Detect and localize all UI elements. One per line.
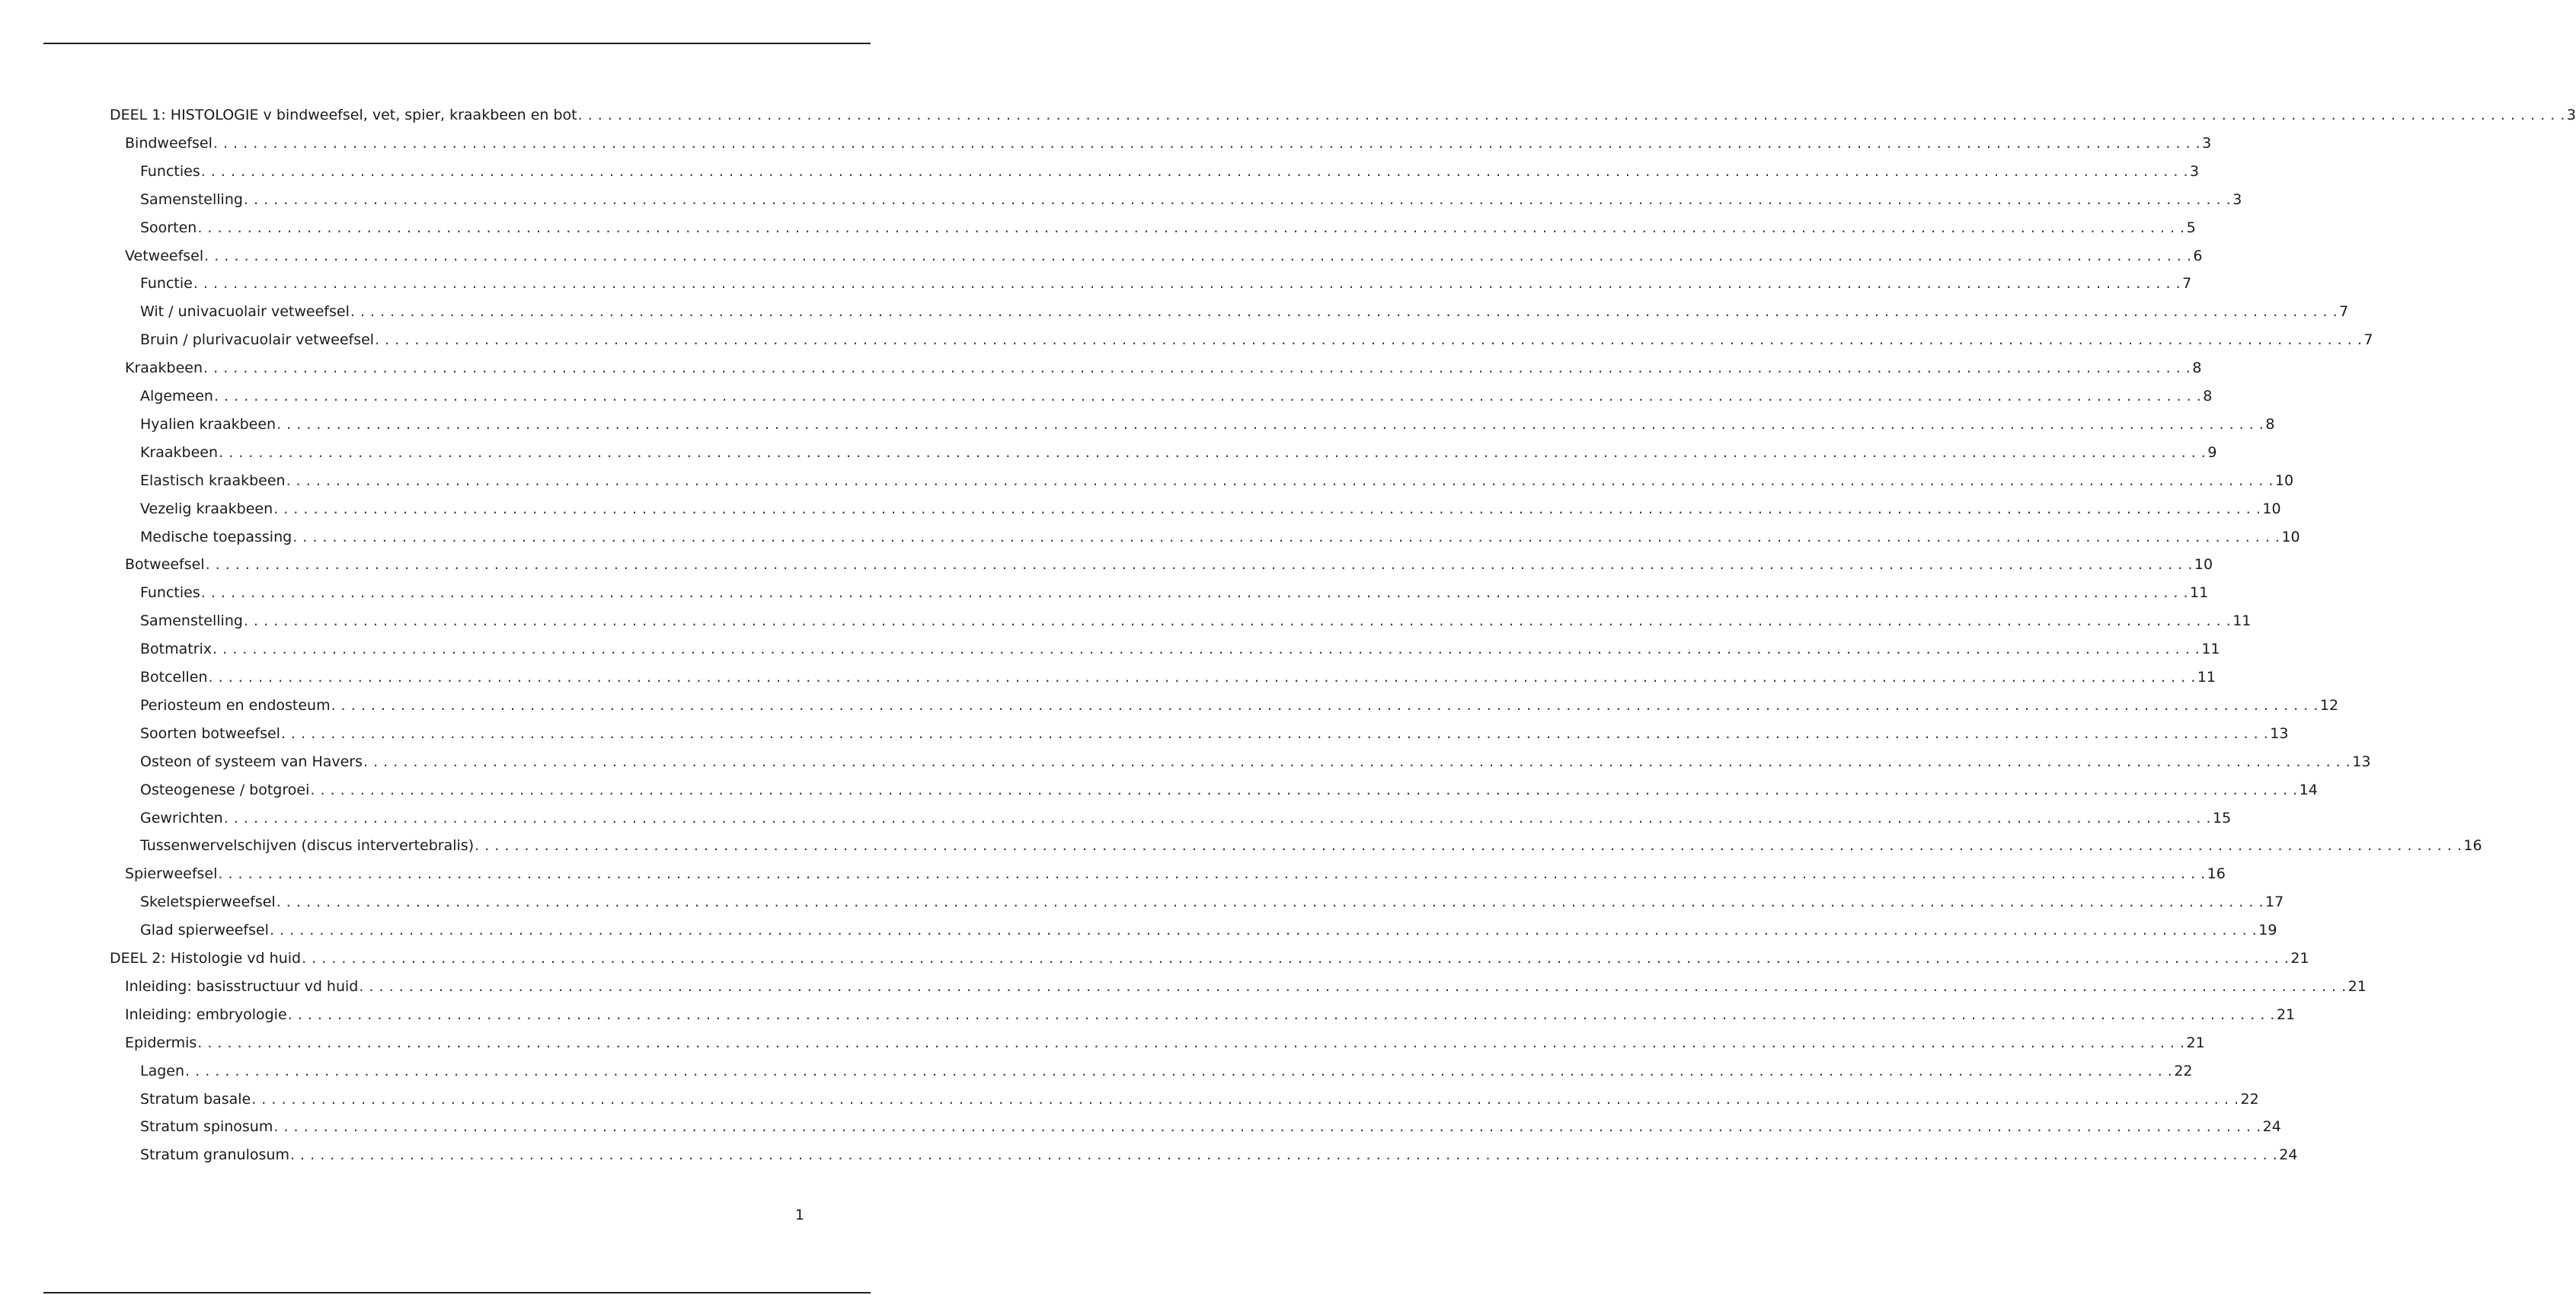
toc-entry[interactable] [125,975,2367,998]
toc-dot-leader: . . . . . . . . . . . . . . . . . . . . . . . . . . . . . . . . . . . . . . . . . . . . . . . . . . . . . . . . . . . . . . . . . . . . . . . . . . . . . . . . . . . . . . . . . . . . . . . . . . . . . . . . . . . . . . . . . . . . . . . . . . . . . . . . . . . . . . . . . . . . . . . . . . . . . . . . . . . . . . . . . . . . . . . . . . . . . . . . . . . . . . . . . . . . . . . . . . . . . . . . [286,472,2274,489]
toc-entry-page: 7 [2363,331,2373,349]
toc-entry-page: 22 [2240,1090,2259,1108]
toc-entry[interactable] [140,722,2289,745]
toc-entry-page: 15 [2213,809,2232,827]
toc-entry-title: Samenstelling [140,612,243,630]
toc-entry-page: 21 [2290,950,2309,967]
toc-entry-title: Lagen [140,1062,185,1079]
toc-dot-leader: . . . . . . . . . . . . . . . . . . . . . . . . . . . . . . . . . . . . . . . . . . . . . . . . . . . . . . . . . . . . . . . . . . . . . . . . . . . . . . . . . . . . . . . . . . . . . . . . . . . . . . . . . . . . . . . . . . . . . . . . . . . . . . . . . . . . . . . . . . . . . . . . . . . . . . . . . . . . . . . . . . . . . . . . . . . . . . . . . . . . . . . . . . . . . . . . . . . . . . . . [310,781,2298,798]
toc-entry[interactable] [140,328,2373,351]
toc-entry[interactable] [140,216,2196,239]
toc-dot-leader: . . . . . . . . . . . . . . . . . . . . . . . . . . . . . . . . . . . . . . . . . . . . . . . . . . . . . . . . . . . . . . . . . . . . . . . . . . . . . . . . . . . . . . . . . . . . . . . . . . . . . . . . . . . . . . . . . . . . . . . . . . . . . . . . . . . . . . . . . . . . . . . . . . . . . . . . . . . . . . . . . . . . . . . . . . . . . . . . . . . . . . . . . . . . . . . . . . . . . . . . [219,443,2207,461]
toc-entry-title: DEEL 1: HISTOLOGIE v bindweefsel, vet, spier, kraakbeen en bot [110,107,577,123]
toc-entry-title: Bruin / plurivacuolair vetweefsel [140,331,375,349]
toc-entry-title: Functie [140,275,193,293]
toc-entry-title: Stratum basale [140,1090,251,1108]
toc-entry-title: Botweefsel [125,556,205,574]
toc-entry-page: 10 [2194,556,2213,574]
toc-entry[interactable] [140,919,2277,942]
toc-entry[interactable] [140,272,2192,295]
toc-entry[interactable] [140,300,2349,323]
toc-dot-leader: . . . . . . . . . . . . . . . . . . . . . . . . . . . . . . . . . . . . . . . . . . . . . . . . . . . . . . . . . . . . . . . . . . . . . . . . . . . . . . . . . . . . . . . . . . . . . . . . . . . . . . . . . . . . . . . . . . . . . . . . . . . . . . . . . . . . . . . . . . . . . . . . . . . . . . . . . . . . . . . . . . . . . . . . . . . . . . . . . . . . . . . . . . . . . . . . . . . . . . . . [363,753,2351,770]
toc-dot-leader: . . . . . . . . . . . . . . . . . . . . . . . . . . . . . . . . . . . . . . . . . . . . . . . . . . . . . . . . . . . . . . . . . . . . . . . . . . . . . . . . . . . . . . . . . . . . . . . . . . . . . . . . . . . . . . . . . . . . . . . . . . . . . . . . . . . . . . . . . . . . . . . . . . . . . . . . . . . . . . . . . . . . . . . . . . . . . . . . . . . . . . . . . . . . . . . . . . . . . . . . [276,894,2264,911]
toc-entry-title: Epidermis [125,1034,197,1051]
toc-entry[interactable] [125,1031,2205,1054]
toc-entry-page: 21 [2276,1006,2296,1023]
toc-dot-leader: . . . . . . . . . . . . . . . . . . . . . . . . . . . . . . . . . . . . . . . . . . . . . . . . . . . . . . . . . . . . . . . . . . . . . . . . . . . . . . . . . . . . . . . . . . . . . . . . . . . . . . . . . . . . . . . . . . . . . . . . . . . . . . . . . . . . . . . . . . . . . . . . . . . . . . . . . . . . . . . . . . . . . . . . . . . . . . . . . . . . . . . . . . . . . . . . . . . . . . . . [213,134,2201,152]
toc-entry-title: Soorten botweefsel [140,724,280,742]
toc-entry[interactable] [140,188,2242,211]
toc-dot-leader: . . . . . . . . . . . . . . . . . . . . . . . . . . . . . . . . . . . . . . . . . . . . . . . . . . . . . . . . . . . . . . . . . . . . . . . . . . . . . . . . . . . . . . . . . . . . . . . . . . . . . . . . . . . . . . . . . . . . . . . . . . . . . . . . . . . . . . . . . . . . . . . . . . . . . . . . . . . . . . . . . . . . . . . . . . . . . . . . . . . . . . . . . . . . . . . . . . . . . . . . [577,107,2565,123]
toc-entry-page: 11 [2190,584,2209,602]
toc-dot-leader: . . . . . . . . . . . . . . . . . . . . . . . . . . . . . . . . . . . . . . . . . . . . . . . . . . . . . . . . . . . . . . . . . . . . . . . . . . . . . . . . . . . . . . . . . . . . . . . . . . . . . . . . . . . . . . . . . . . . . . . . . . . . . . . . . . . . . . . . . . . . . . . . . . . . . . . . . . . . . . . . . . . . . . . . . . . . . . . . . . . . . . . . . . . . . . . . . . . . . . . . [350,303,2338,321]
toc-entry-page: 14 [2299,781,2318,798]
toc-entry-title: Spierweefsel [125,865,218,883]
toc-entry[interactable] [140,581,2209,604]
toc-entry-page: 21 [2347,977,2367,995]
toc-entry-page: 3 [2202,134,2212,152]
footer-rule [43,1292,871,1293]
toc-entry-page: 21 [2186,1034,2205,1051]
toc-entry-page: 5 [2186,219,2196,236]
toc-entry-page: 3 [2190,162,2200,180]
toc-entry[interactable] [140,834,2482,857]
toc-entry[interactable] [125,132,2212,155]
toc-entry-page: 13 [2270,724,2289,742]
toc-entry-page: 16 [2207,865,2226,883]
toc-entry[interactable] [140,1115,2281,1138]
toc-entry[interactable] [125,357,2202,379]
toc-dot-leader: . . . . . . . . . . . . . . . . . . . . . . . . . . . . . . . . . . . . . . . . . . . . . . . . . . . . . . . . . . . . . . . . . . . . . . . . . . . . . . . . . . . . . . . . . . . . . . . . . . . . . . . . . . . . . . . . . . . . . . . . . . . . . . . . . . . . . . . . . . . . . . . . . . . . . . . . . . . . . . . . . . . . . . . . . . . . . . . . . . . . . . . . . . . . . . . . . . . . . . . . [185,1062,2173,1079]
toc-dot-leader: . . . . . . . . . . . . . . . . . . . . . . . . . . . . . . . . . . . . . . . . . . . . . . . . . . . . . . . . . . . . . . . . . . . . . . . . . . . . . . . . . . . . . . . . . . . . . . . . . . . . . . . . . . . . . . . . . . . . . . . . . . . . . . . . . . . . . . . . . . . . . . . . . . . . . . . . . . . . . . . . . . . . . . . . . . . . . . . . . . . . . . . . . . . . . . . . . . . . . . . . [243,612,2232,630]
toc-entry-title: Glad spierweefsel [140,922,269,939]
toc-dot-leader: . . . . . . . . . . . . . . . . . . . . . . . . . . . . . . . . . . . . . . . . . . . . . . . . . . . . . . . . . . . . . . . . . . . . . . . . . . . . . . . . . . . . . . . . . . . . . . . . . . . . . . . . . . . . . . . . . . . . . . . . . . . . . . . . . . . . . . . . . . . . . . . . . . . . . . . . . . . . . . . . . . . . . . . . . . . . . . . . . . . . . . . . . . . . . . . . . . . . . . . . [273,1118,2261,1136]
toc-entry-title: Wit / univacuolair vetweefsel [140,303,350,321]
toc-dot-leader: . . . . . . . . . . . . . . . . . . . . . . . . . . . . . . . . . . . . . . . . . . . . . . . . . . . . . . . . . . . . . . . . . . . . . . . . . . . . . . . . . . . . . . . . . . . . . . . . . . . . . . . . . . . . . . . . . . . . . . . . . . . . . . . . . . . . . . . . . . . . . . . . . . . . . . . . . . . . . . . . . . . . . . . . . . . . . . . . . . . . . . . . . . . . . . . . . . . . . . . . [359,977,2347,995]
toc-entry-page: 8 [2265,415,2275,433]
toc-entry[interactable] [140,779,2318,801]
toc-entry-title: Inleiding: basisstructuur vd huid [125,977,359,995]
toc-dot-leader: . . . . . . . . . . . . . . . . . . . . . . . . . . . . . . . . . . . . . . . . . . . . . . . . . . . . . . . . . . . . . . . . . . . . . . . . . . . . . . . . . . . . . . . . . . . . . . . . . . . . . . . . . . . . . . . . . . . . . . . . . . . . . . . . . . . . . . . . . . . . . . . . . . . . . . . . . . . . . . . . . . . . . . . . . . . . . . . . . . . . . . . . . . . . . . . . . . . . . . . . [218,865,2206,883]
toc-entry[interactable] [140,1060,2193,1082]
toc-entry-title: Botcellen [140,669,208,686]
toc-entry-page: 22 [2174,1062,2193,1079]
toc-entry[interactable] [110,104,2576,126]
toc-entry-title: DEEL 2: Histologie vd huid [110,950,302,967]
toc-entry[interactable] [110,947,2309,970]
toc-entry-title: Botmatrix [140,641,213,658]
toc-entry-title: Kraakbeen [140,443,219,461]
toc-entry[interactable] [140,609,2252,632]
toc-entry[interactable] [140,1143,2298,1166]
toc-entry-title: Bindweefsel [125,134,213,152]
toc-dot-leader: . . . . . . . . . . . . . . . . . . . . . . . . . . . . . . . . . . . . . . . . . . . . . . . . . . . . . . . . . . . . . . . . . . . . . . . . . . . . . . . . . . . . . . . . . . . . . . . . . . . . . . . . . . . . . . . . . . . . . . . . . . . . . . . . . . . . . . . . . . . . . . . . . . . . . . . . . . . . . . . . . . . . . . . . . . . . . . . . . . . . . . . . . . . . . . . . . . . . . . . . [208,669,2196,686]
toc-entry-page: 13 [2352,753,2371,770]
toc-entry[interactable] [140,694,2339,717]
toc-entry[interactable] [140,666,2216,689]
toc-entry-title: Skeletspierweefsel [140,894,276,911]
toc-entry[interactable] [140,638,2220,660]
toc-dot-leader: . . . . . . . . . . . . . . . . . . . . . . . . . . . . . . . . . . . . . . . . . . . . . . . . . . . . . . . . . . . . . . . . . . . . . . . . . . . . . . . . . . . . . . . . . . . . . . . . . . . . . . . . . . . . . . . . . . . . . . . . . . . . . . . . . . . . . . . . . . . . . . . . . . . . . . . . . . . . . . . . . . . . . . . . . . . . . . . . . . . . . . . . . . . . . . . . . . . . . . . . [203,360,2191,377]
toc-entry[interactable] [140,891,2284,913]
toc-entry-page: 17 [2265,894,2284,911]
toc-entry-page: 11 [2232,612,2252,630]
toc-entry-title: Functies [140,584,200,602]
toc-entry-page: 7 [2339,303,2349,321]
toc-entry-title: Vezelig kraakbeen [140,500,273,517]
toc-dot-leader: . . . . . . . . . . . . . . . . . . . . . . . . . . . . . . . . . . . . . . . . . . . . . . . . . . . . . . . . . . . . . . . . . . . . . . . . . . . . . . . . . . . . . . . . . . . . . . . . . . . . . . . . . . . . . . . . . . . . . . . . . . . . . . . . . . . . . . . . . . . . . . . . . . . . . . . . . . . . . . . . . . . . . . . . . . . . . . . . . . . . . . . . . . . . . . . . . . . . . . . . [280,724,2269,742]
toc-entry[interactable] [140,497,2281,520]
toc-entry-title: Samenstelling [140,190,243,208]
toc-entry[interactable] [125,553,2213,576]
toc-dot-leader: . . . . . . . . . . . . . . . . . . . . . . . . . . . . . . . . . . . . . . . . . . . . . . . . . . . . . . . . . . . . . . . . . . . . . . . . . . . . . . . . . . . . . . . . . . . . . . . . . . . . . . . . . . . . . . . . . . . . . . . . . . . . . . . . . . . . . . . . . . . . . . . . . . . . . . . . . . . . . . . . . . . . . . . . . . . . . . . . . . . . . . . . . . . . . . . . . . . . . . . . [375,331,2363,349]
toc-dot-leader: . . . . . . . . . . . . . . . . . . . . . . . . . . . . . . . . . . . . . . . . . . . . . . . . . . . . . . . . . . . . . . . . . . . . . . . . . . . . . . . . . . . . . . . . . . . . . . . . . . . . . . . . . . . . . . . . . . . . . . . . . . . . . . . . . . . . . . . . . . . . . . . . . . . . . . . . . . . . . . . . . . . . . . . . . . . . . . . . . . . . . . . . . . . . . . . . . . . . . . . . [200,162,2189,180]
toc-entry-page: 8 [2203,388,2213,404]
toc-entry-title: Functies [140,162,200,180]
toc-dot-leader: . . . . . . . . . . . . . . . . . . . . . . . . . . . . . . . . . . . . . . . . . . . . . . . . . . . . . . . . . . . . . . . . . . . . . . . . . . . . . . . . . . . . . . . . . . . . . . . . . . . . . . . . . . . . . . . . . . . . . . . . . . . . . . . . . . . . . . . . . . . . . . . . . . . . . . . . . . . . . . . . . . . . . . . . . . . . . . . . . . . . . . . . . . . . . . . . . . . . . . . . [200,584,2189,602]
toc-entry-title: Periosteum en endosteum [140,696,331,714]
toc-entry-title: Hyalien kraakbeen [140,415,276,433]
toc-dot-leader: . . . . . . . . . . . . . . . . . . . . . . . . . . . . . . . . . . . . . . . . . . . . . . . . . . . . . . . . . . . . . . . . . . . . . . . . . . . . . . . . . . . . . . . . . . . . . . . . . . . . . . . . . . . . . . . . . . . . . . . . . . . . . . . . . . . . . . . . . . . . . . . . . . . . . . . . . . . . . . . . . . . . . . . . . . . . . . . . . . . . . . . . . . . . . . . . . . . . . . . . [193,275,2181,293]
toc-entry[interactable] [125,245,2203,267]
toc-entry[interactable] [140,1088,2259,1111]
toc-dot-leader: . . . . . . . . . . . . . . . . . . . . . . . . . . . . . . . . . . . . . . . . . . . . . . . . . . . . . . . . . . . . . . . . . . . . . . . . . . . . . . . . . . . . . . . . . . . . . . . . . . . . . . . . . . . . . . . . . . . . . . . . . . . . . . . . . . . . . . . . . . . . . . . . . . . . . . . . . . . . . . . . . . . . . . . . . . . . . . . . . . . . . . . . . . . . . . . . . . . . . . . . [213,641,2200,658]
toc-entry[interactable] [140,160,2200,183]
toc-dot-leader: . . . . . . . . . . . . . . . . . . . . . . . . . . . . . . . . . . . . . . . . . . . . . . . . . . . . . . . . . . . . . . . . . . . . . . . . . . . . . . . . . . . . . . . . . . . . . . . . . . . . . . . . . . . . . . . . . . . . . . . . . . . . . . . . . . . . . . . . . . . . . . . . . . . . . . . . . . . . . . . . . . . . . . . . . . . . . . . . . . . . . . . . . . . . . . . . . . . . . . . . [205,556,2193,574]
toc-dot-leader: . . . . . . . . . . . . . . . . . . . . . . . . . . . . . . . . . . . . . . . . . . . . . . . . . . . . . . . . . . . . . . . . . . . . . . . . . . . . . . . . . . . . . . . . . . . . . . . . . . . . . . . . . . . . . . . . . . . . . . . . . . . . . . . . . . . . . . . . . . . . . . . . . . . . . . . . . . . . . . . . . . . . . . . . . . . . . . . . . . . . . . . . . . . . . . . . . . . . . . . . [289,1146,2278,1164]
toc-entry-page: 3 [2232,190,2242,208]
toc-entry[interactable] [140,441,2217,464]
toc-entry[interactable] [140,807,2232,830]
toc-entry-page: 24 [2262,1118,2281,1136]
toc-entry-title: Stratum granulosum [140,1146,289,1164]
toc-entry-page: 11 [2197,669,2216,686]
toc-entry-page: 10 [2274,472,2294,489]
toc-entry-page: 9 [2207,443,2217,461]
toc-entry-title: Soorten [140,219,197,236]
toc-entry-page: 16 [2463,837,2482,855]
toc-entry-page: 10 [2262,500,2281,517]
toc-dot-leader: . . . . . . . . . . . . . . . . . . . . . . . . . . . . . . . . . . . . . . . . . . . . . . . . . . . . . . . . . . . . . . . . . . . . . . . . . . . . . . . . . . . . . . . . . . . . . . . . . . . . . . . . . . . . . . . . . . . . . . . . . . . . . . . . . . . . . . . . . . . . . . . . . . . . . . . . . . . . . . . . . . . . . . . . . . . . . . . . . . . . . . . . . . . . . . . . . . . . . . . . [251,1090,2239,1108]
toc-entry-title: Algemeen [140,388,213,404]
toc-entry[interactable] [140,469,2294,492]
toc-entry-title: Medische toepassing [140,528,292,545]
toc-entry-page: 24 [2279,1146,2298,1164]
toc-entry-title: Vetweefsel [125,247,204,264]
toc-entry[interactable] [125,1003,2296,1026]
page-number: 1 [794,1207,804,1223]
toc-entry-page: 10 [2281,528,2300,545]
toc-entry[interactable] [140,385,2213,408]
toc-dot-leader: . . . . . . . . . . . . . . . . . . . . . . . . . . . . . . . . . . . . . . . . . . . . . . . . . . . . . . . . . . . . . . . . . . . . . . . . . . . . . . . . . . . . . . . . . . . . . . . . . . . . . . . . . . . . . . . . . . . . . . . . . . . . . . . . . . . . . . . . . . . . . . . . . . . . . . . . . . . . . . . . . . . . . . . . . . . . . . . . . . . . . . . . . . . . . . . . . . . . . . . . [287,1006,2275,1023]
toc-entry-page: 19 [2258,922,2277,939]
toc-entry[interactable] [140,750,2371,773]
toc-entry-title: Osteogenese / botgroei [140,781,310,798]
toc-dot-leader: . . . . . . . . . . . . . . . . . . . . . . . . . . . . . . . . . . . . . . . . . . . . . . . . . . . . . . . . . . . . . . . . . . . . . . . . . . . . . . . . . . . . . . . . . . . . . . . . . . . . . . . . . . . . . . . . . . . . . . . . . . . . . . . . . . . . . . . . . . . . . . . . . . . . . . . . . . . . . . . . . . . . . . . . . . . . . . . . . . . . . . . . . . . . . . . . . . . . . . . . [276,415,2264,433]
toc-entry-title: Osteon of systeem van Havers [140,753,363,770]
toc-dot-leader: . . . . . . . . . . . . . . . . . . . . . . . . . . . . . . . . . . . . . . . . . . . . . . . . . . . . . . . . . . . . . . . . . . . . . . . . . . . . . . . . . . . . . . . . . . . . . . . . . . . . . . . . . . . . . . . . . . . . . . . . . . . . . . . . . . . . . . . . . . . . . . . . . . . . . . . . . . . . . . . . . . . . . . . . . . . . . . . . . . . . . . . . . . . . . . . . . . . . . . . . [331,696,2319,714]
header-rule [43,43,871,44]
toc-dot-leader: . . . . . . . . . . . . . . . . . . . . . . . . . . . . . . . . . . . . . . . . . . . . . . . . . . . . . . . . . . . . . . . . . . . . . . . . . . . . . . . . . . . . . . . . . . . . . . . . . . . . . . . . . . . . . . . . . . . . . . . . . . . . . . . . . . . . . . . . . . . . . . . . . . . . . . . . . . . . . . . . . . . . . . . . . . . . . . . . . . . . . . . . . . . . . . . . . . . . . . . . [302,950,2290,967]
toc-dot-leader: . . . . . . . . . . . . . . . . . . . . . . . . . . . . . . . . . . . . . . . . . . . . . . . . . . . . . . . . . . . . . . . . . . . . . . . . . . . . . . . . . . . . . . . . . . . . . . . . . . . . . . . . . . . . . . . . . . . . . . . . . . . . . . . . . . . . . . . . . . . . . . . . . . . . . . . . . . . . . . . . . . . . . . . . . . . . . . . . . . . . . . . . . . . . . . . . . . . . . . . . [475,837,2463,855]
toc-entry-title: Stratum spinosum [140,1118,273,1136]
toc-dot-leader: . . . . . . . . . . . . . . . . . . . . . . . . . . . . . . . . . . . . . . . . . . . . . . . . . . . . . . . . . . . . . . . . . . . . . . . . . . . . . . . . . . . . . . . . . . . . . . . . . . . . . . . . . . . . . . . . . . . . . . . . . . . . . . . . . . . . . . . . . . . . . . . . . . . . . . . . . . . . . . . . . . . . . . . . . . . . . . . . . . . . . . . . . . . . . . . . . . . . . . . . [269,922,2258,939]
toc-entry-page: 11 [2201,641,2220,658]
toc-entry-title: Inleiding: embryologie [125,1006,287,1023]
toc-dot-leader: . . . . . . . . . . . . . . . . . . . . . . . . . . . . . . . . . . . . . . . . . . . . . . . . . . . . . . . . . . . . . . . . . . . . . . . . . . . . . . . . . . . . . . . . . . . . . . . . . . . . . . . . . . . . . . . . . . . . . . . . . . . . . . . . . . . . . . . . . . . . . . . . . . . . . . . . . . . . . . . . . . . . . . . . . . . . . . . . . . . . . . . . . . . . . . . . . . . . . . . . [197,1034,2185,1051]
toc-dot-leader: . . . . . . . . . . . . . . . . . . . . . . . . . . . . . . . . . . . . . . . . . . . . . . . . . . . . . . . . . . . . . . . . . . . . . . . . . . . . . . . . . . . . . . . . . . . . . . . . . . . . . . . . . . . . . . . . . . . . . . . . . . . . . . . . . . . . . . . . . . . . . . . . . . . . . . . . . . . . . . . . . . . . . . . . . . . . . . . . . . . . . . . . . . . . . . . . . . . . . . . . [292,528,2280,545]
toc-entry-title: Tussenwervelschijven (discus intervertebralis) [140,837,475,855]
toc-entry-page: 3 [2566,107,2576,123]
toc-entry-page: 8 [2192,360,2202,377]
toc-entry[interactable] [140,526,2300,548]
toc-dot-leader: . . . . . . . . . . . . . . . . . . . . . . . . . . . . . . . . . . . . . . . . . . . . . . . . . . . . . . . . . . . . . . . . . . . . . . . . . . . . . . . . . . . . . . . . . . . . . . . . . . . . . . . . . . . . . . . . . . . . . . . . . . . . . . . . . . . . . . . . . . . . . . . . . . . . . . . . . . . . . . . . . . . . . . . . . . . . . . . . . . . . . . . . . . . . . . . . . . . . . . . . [204,247,2192,264]
toc-entry-page: 7 [2182,275,2192,293]
toc-entry[interactable] [125,862,2226,885]
toc-dot-leader: . . . . . . . . . . . . . . . . . . . . . . . . . . . . . . . . . . . . . . . . . . . . . . . . . . . . . . . . . . . . . . . . . . . . . . . . . . . . . . . . . . . . . . . . . . . . . . . . . . . . . . . . . . . . . . . . . . . . . . . . . . . . . . . . . . . . . . . . . . . . . . . . . . . . . . . . . . . . . . . . . . . . . . . . . . . . . . . . . . . . . . . . . . . . . . . . . . . . . . . . [197,219,2185,236]
toc-entry-title: Gewrichten [140,809,223,827]
toc-entry-title: Kraakbeen [125,360,203,377]
toc-entry-page: 12 [2319,696,2339,714]
toc-entry[interactable] [140,413,2275,436]
toc-dot-leader: . . . . . . . . . . . . . . . . . . . . . . . . . . . . . . . . . . . . . . . . . . . . . . . . . . . . . . . . . . . . . . . . . . . . . . . . . . . . . . . . . . . . . . . . . . . . . . . . . . . . . . . . . . . . . . . . . . . . . . . . . . . . . . . . . . . . . . . . . . . . . . . . . . . . . . . . . . . . . . . . . . . . . . . . . . . . . . . . . . . . . . . . . . . . . . . . . . . . . . . . [213,388,2202,404]
toc-dot-leader: . . . . . . . . . . . . . . . . . . . . . . . . . . . . . . . . . . . . . . . . . . . . . . . . . . . . . . . . . . . . . . . . . . . . . . . . . . . . . . . . . . . . . . . . . . . . . . . . . . . . . . . . . . . . . . . . . . . . . . . . . . . . . . . . . . . . . . . . . . . . . . . . . . . . . . . . . . . . . . . . . . . . . . . . . . . . . . . . . . . . . . . . . . . . . . . . . . . . . . . . [243,190,2232,208]
toc-entry-title: Elastisch kraakbeen [140,472,286,489]
toc-dot-leader: . . . . . . . . . . . . . . . . . . . . . . . . . . . . . . . . . . . . . . . . . . . . . . . . . . . . . . . . . . . . . . . . . . . . . . . . . . . . . . . . . . . . . . . . . . . . . . . . . . . . . . . . . . . . . . . . . . . . . . . . . . . . . . . . . . . . . . . . . . . . . . . . . . . . . . . . . . . . . . . . . . . . . . . . . . . . . . . . . . . . . . . . . . . . . . . . . . . . . . . . [223,809,2211,827]
toc-entry-page: 6 [2193,247,2203,264]
toc-dot-leader: . . . . . . . . . . . . . . . . . . . . . . . . . . . . . . . . . . . . . . . . . . . . . . . . . . . . . . . . . . . . . . . . . . . . . . . . . . . . . . . . . . . . . . . . . . . . . . . . . . . . . . . . . . . . . . . . . . . . . . . . . . . . . . . . . . . . . . . . . . . . . . . . . . . . . . . . . . . . . . . . . . . . . . . . . . . . . . . . . . . . . . . . . . . . . . . . . . . . . . . . [273,500,2261,517]
